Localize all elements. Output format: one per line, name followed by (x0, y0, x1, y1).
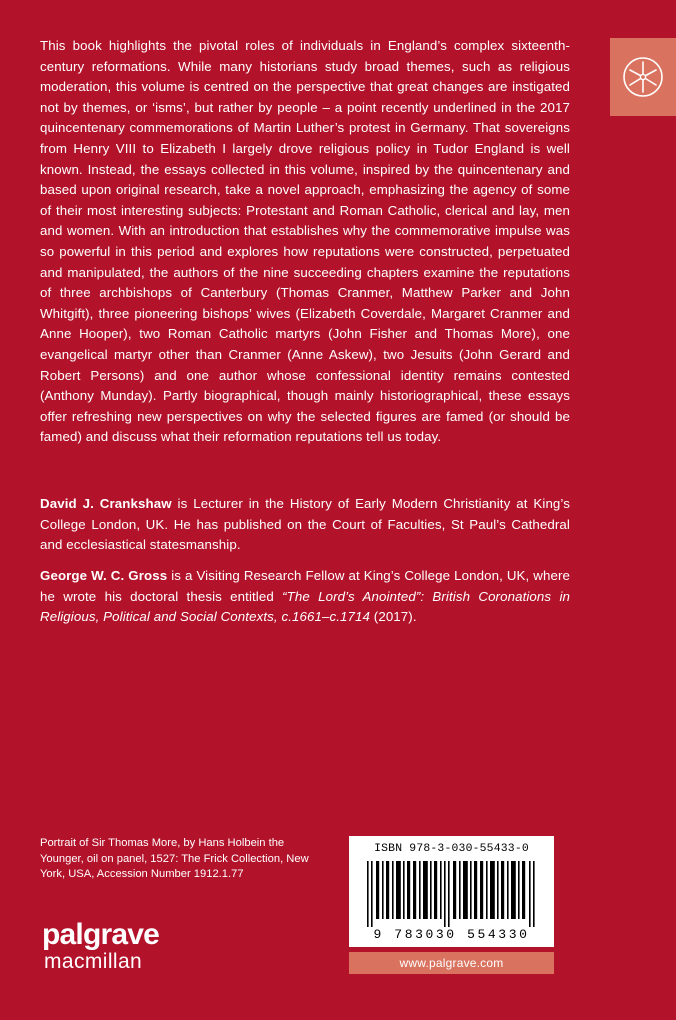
author-2-name: George W. C. Gross (40, 568, 168, 583)
barcode-icon (363, 861, 541, 927)
author-bio-1 (40, 494, 570, 556)
author-2-thesis-title: “The Lord’s Anointed”: British Coronations in Religious, Political and Social Contexts, c.1661–c.1714 (40, 588, 570, 625)
author-bio-2 (40, 566, 570, 628)
cover-image-credit: Portrait of Sir Thomas More, by Hans Holbein the Younger, oil on panel, 1527: The Frick Collection, New York, USA, Accession Number 1912.1.77 (40, 837, 309, 880)
author-1-text: is Lecturer in the History of Early Modern Christianity at King’s College London, UK. He has published on the Court of Faculties, St Paul’s Cathedral and ecclesiastical statesmanship. (40, 496, 570, 553)
publisher-logo-line2: macmillan (44, 950, 143, 973)
publisher-website[interactable]: www.palgrave.com (349, 952, 554, 974)
isbn-label: ISBN 978-3-030-55433-0 (374, 843, 529, 855)
palgrave-badge-icon (610, 38, 676, 116)
publisher-logo (42, 920, 159, 974)
isbn-barcode-block (349, 836, 554, 947)
author-2-text-before: is a Visiting Research Fellow at King’s College London, UK, where he wrote his doctoral thesis entitled (40, 568, 570, 604)
barcode-digits: 9 783030 554330 (373, 927, 530, 942)
author-2-text-after: (2017). (370, 609, 417, 625)
book-description: This book highlights the pivotal roles of individuals in England’s complex sixteenth-century reformations. While many historians study broad themes, such as religious moderation, this volume is centred on the perspective that great changes are instigated not by themes, or ‘isms’, but rather by people – a point recently underlined in the 2017 quincentenary commemorations of Martin Luther’s protest in Germany. That sovereigns from Henry VIII to Elizabeth I largely drove religious policy in Tudor England is well known. Instead, the essays collected in this volume, inspired by the quincentenary and based upon original research, take a novel approach, emphasizing the agency of some of their most interesting subjects: Protestant and Roman Catholic, clerical and lay, men and women. With an introduction that establishes why the commemorative impulse was so powerful in this period and explores how reputations were constructed, perpetuated and manipulated, the authors of the nine succeeding chapters examine the reputations of three archbishops of Canterbury (Thomas Cranmer, Matthew Parker and John Whitgift), three pioneering bishops’ wives (Elizabeth Coverdale, Margaret Cranmer and Anne Hooper), two Roman Catholic martyrs (John Fisher and Thomas More), one evangelical martyr other than Cranmer (Anne Askew), two Jesuits (John Gerard and Robert Persons) and one author whose confessional identity remains contested (Anthony Munday). Partly biographical, though mainly historiographical, these essays offer refreshing new perspectives on why the selected figures are famed (or should be famed) and discuss what their reformation reputations tell us today. (40, 38, 570, 445)
publisher-logo-line1: palgrave (42, 918, 159, 951)
author-1-name: David J. Crankshaw (40, 496, 172, 511)
